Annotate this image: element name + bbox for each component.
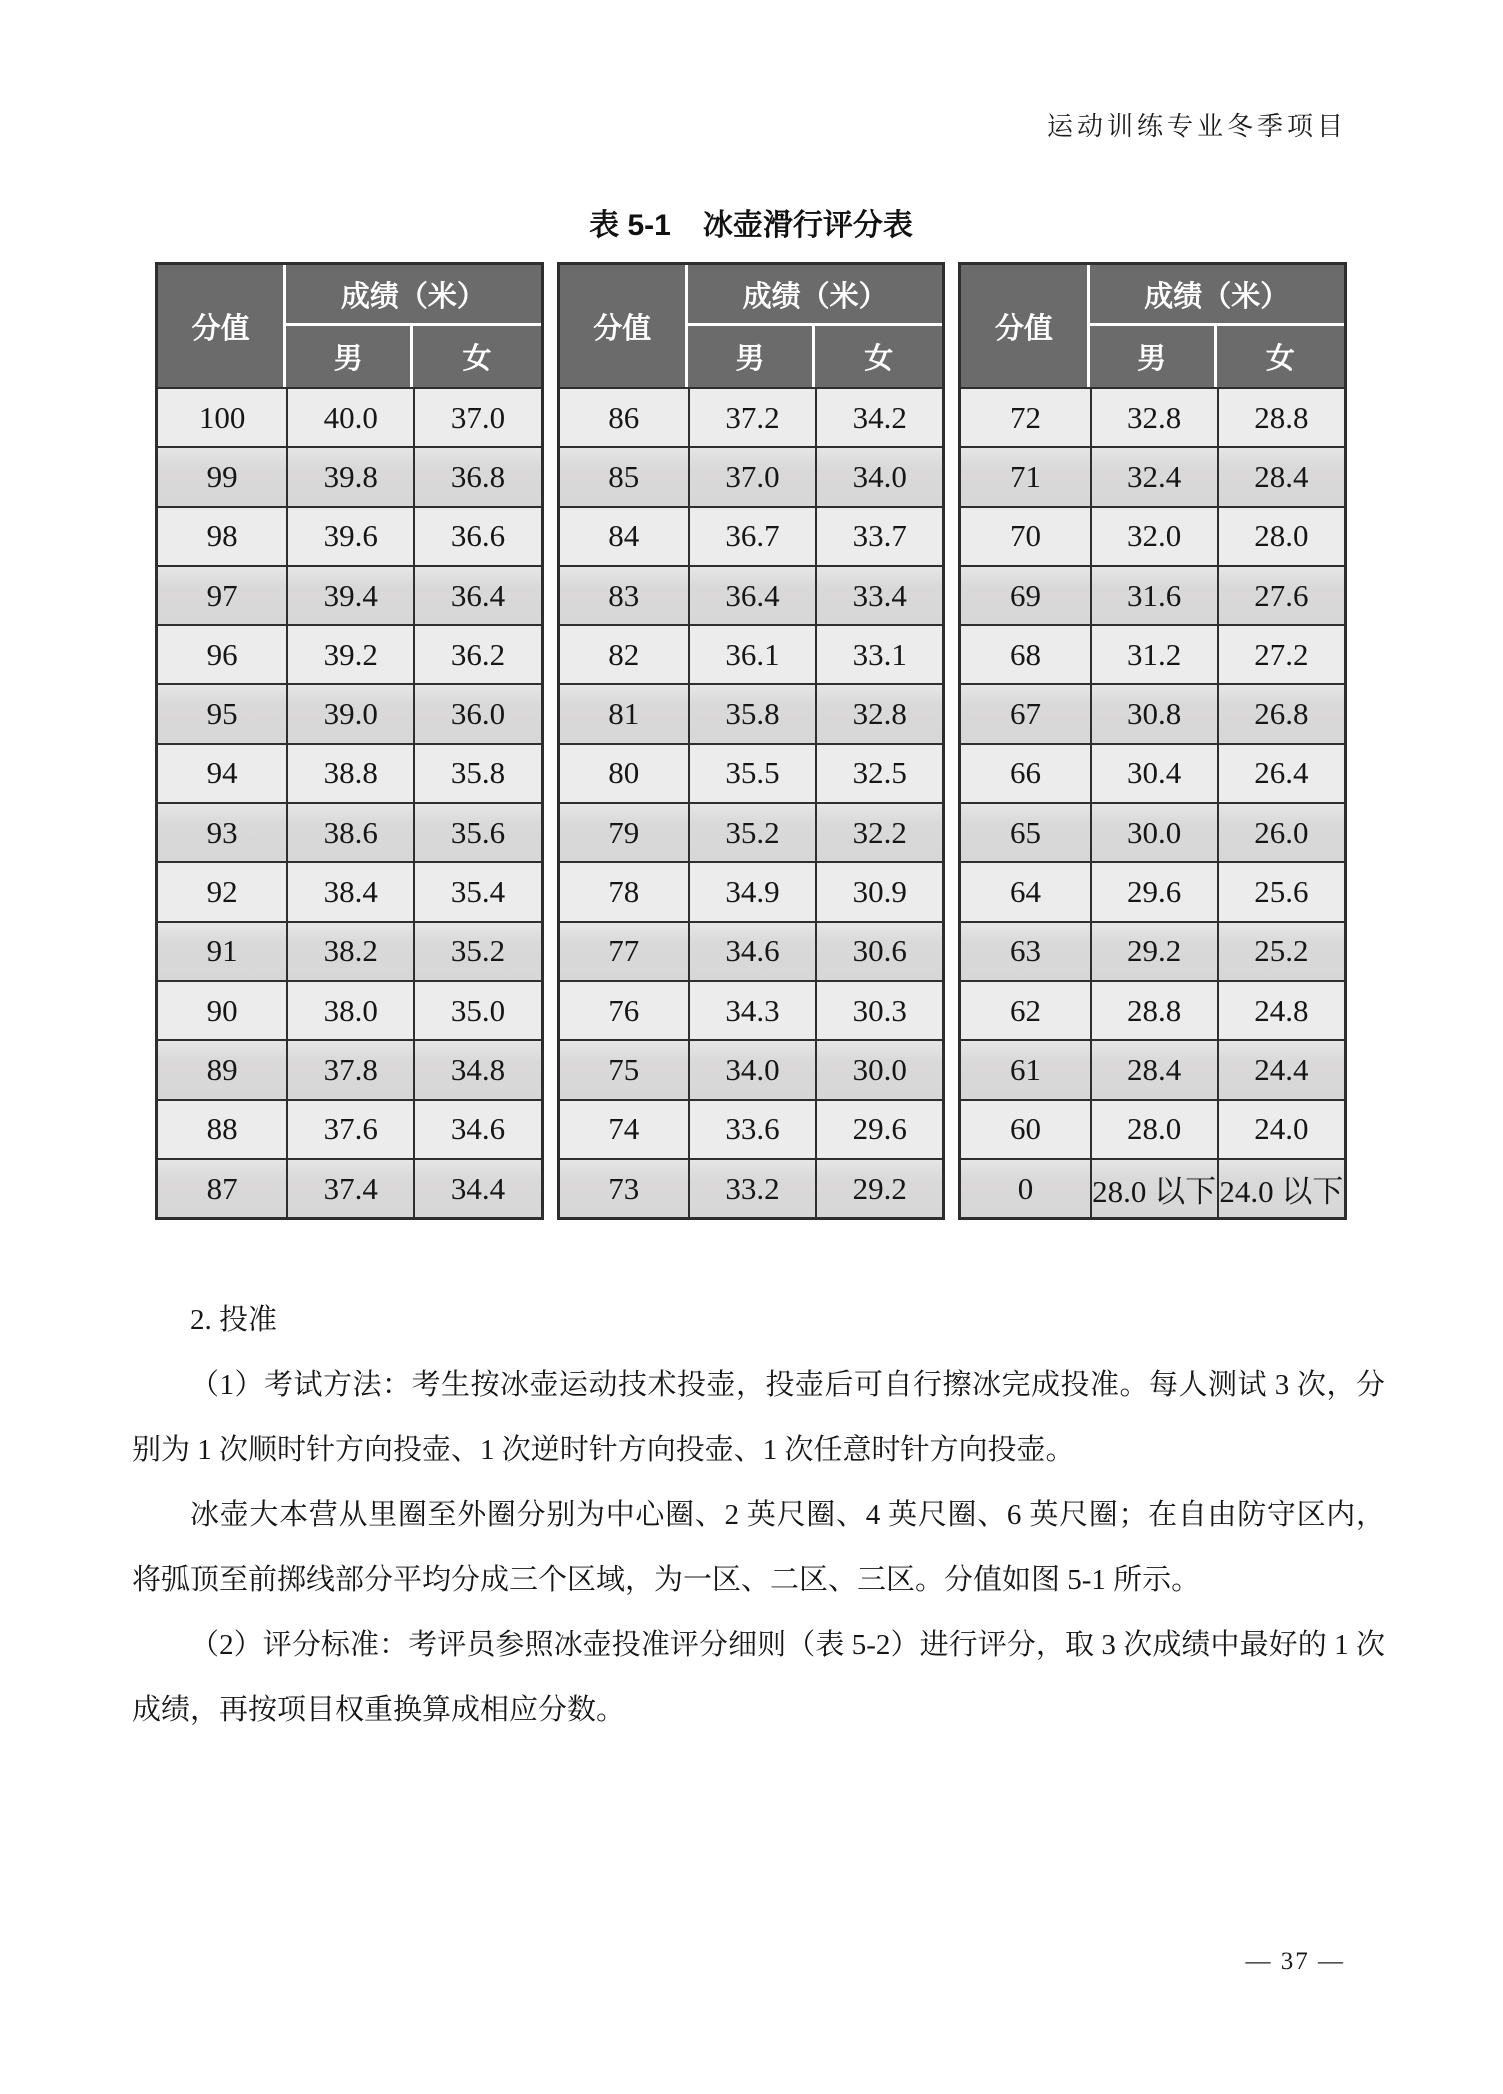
table-cell: 38.0: [286, 980, 413, 1039]
col-header-result: 成绩（米）: [688, 265, 942, 326]
body-paragraph: （1）考试方法：考生按冰壶运动技术投壶，投壶后可自行擦冰完成投准。每人测试 3 次，分别为 1 次顺时针方向投壶、1 次逆时针方向投壶、1 次任意时针方向投壶。: [132, 1369, 1385, 1466]
table-cell: 98: [158, 506, 286, 565]
table-cell: 35.5: [688, 743, 815, 802]
table-cell: 91: [158, 921, 286, 980]
table-row: [560, 1099, 943, 1158]
table-row: [961, 1099, 1344, 1158]
table-cell: 31.2: [1090, 624, 1217, 683]
table-cell: 76: [560, 980, 688, 1039]
table-cell: 33.2: [688, 1158, 815, 1217]
table-cell: 28.4: [1217, 446, 1344, 505]
col-header-score: 分值: [158, 265, 286, 387]
table-cell: 32.8: [1090, 387, 1217, 446]
table-row: [560, 802, 943, 861]
table-cell: 86: [560, 387, 688, 446]
table-body: [158, 387, 541, 1217]
table-cell: 24.0 以下: [1217, 1158, 1344, 1217]
table-cell: 29.6: [1090, 861, 1217, 920]
table-row: [961, 1039, 1344, 1098]
table-cell: 88: [158, 1099, 286, 1158]
table-cell: 70: [961, 506, 1089, 565]
table-cell: 82: [560, 624, 688, 683]
table-cell: 32.5: [815, 743, 942, 802]
table-cell: 39.4: [286, 565, 413, 624]
table-cell: 64: [961, 861, 1089, 920]
table-cell: 26.0: [1217, 802, 1344, 861]
body-text: [132, 1288, 1385, 1743]
table-cell: 38.8: [286, 743, 413, 802]
table-cell: 37.0: [688, 446, 815, 505]
table-cell: 28.0: [1217, 506, 1344, 565]
table-cell: 0: [961, 1158, 1089, 1217]
table-row: [560, 980, 943, 1039]
table-row: [158, 1158, 541, 1217]
table-row: [158, 1039, 541, 1098]
table-cell: 92: [158, 861, 286, 920]
table-cell: 30.8: [1090, 683, 1217, 742]
score-table-middle: [557, 262, 946, 1220]
table-header: [158, 265, 541, 387]
table-cell: 36.7: [688, 506, 815, 565]
table-cell: 30.3: [815, 980, 942, 1039]
table-cell: 29.2: [815, 1158, 942, 1217]
table-cell: 68: [961, 624, 1089, 683]
table-row: [961, 565, 1344, 624]
table-cell: 24.4: [1217, 1039, 1344, 1098]
table-row: [560, 921, 943, 980]
table-cell: 61: [961, 1039, 1089, 1098]
table-row: [158, 980, 541, 1039]
table-row: [158, 1099, 541, 1158]
table-cell: 39.2: [286, 624, 413, 683]
body-paragraph: （2）评分标准：考评员参照冰壶投准评分细则（表 5-2）进行评分，取 3 次成绩中最好的 1 次成绩，再按项目权重换算成相应分数。: [132, 1629, 1385, 1726]
table-cell: 34.0: [688, 1039, 815, 1098]
table-row: [961, 1158, 1344, 1217]
page-header-text: 运动训练专业冬季项目: [1046, 112, 1347, 141]
table-row: [961, 743, 1344, 802]
table-cell: 34.2: [815, 387, 942, 446]
table-row: [158, 802, 541, 861]
table-row: [961, 980, 1344, 1039]
table-cell: 36.1: [688, 624, 815, 683]
table-row: [961, 446, 1344, 505]
page-number: — 37 —: [1245, 1948, 1345, 1975]
table-cell: 34.6: [688, 921, 815, 980]
table-cell: 30.0: [1090, 802, 1217, 861]
table-cell: 93: [158, 802, 286, 861]
table-cell: 35.0: [413, 980, 540, 1039]
table-cell: 35.8: [413, 743, 540, 802]
table-cell: 28.8: [1217, 387, 1344, 446]
table-row: [560, 1039, 943, 1098]
table-cell: 100: [158, 387, 286, 446]
table-cell: 29.2: [1090, 921, 1217, 980]
table-row: [961, 921, 1344, 980]
table-cell: 96: [158, 624, 286, 683]
table-row: [158, 624, 541, 683]
table-cell: 35.2: [413, 921, 540, 980]
table-cell: 26.4: [1217, 743, 1344, 802]
table-cell: 38.2: [286, 921, 413, 980]
table-cell: 32.0: [1090, 506, 1217, 565]
col-header-male: 男: [1090, 326, 1217, 387]
table-cell: 95: [158, 683, 286, 742]
table-cell: 34.6: [413, 1099, 540, 1158]
table-cell: 27.2: [1217, 624, 1344, 683]
table-cell: 90: [158, 980, 286, 1039]
table-cell: 24.0: [1217, 1099, 1344, 1158]
score-table-left: [155, 262, 544, 1220]
table-cell: 36.4: [688, 565, 815, 624]
table-cell: 36.4: [413, 565, 540, 624]
col-header-result: 成绩（米）: [1090, 265, 1344, 326]
table-row: [560, 743, 943, 802]
table-body: [560, 387, 943, 1217]
table-row: [560, 565, 943, 624]
table-cell: 39.8: [286, 446, 413, 505]
table-cell: 30.0: [815, 1039, 942, 1098]
score-tables-container: [155, 262, 1347, 1220]
table-cell: 63: [961, 921, 1089, 980]
table-row: [158, 446, 541, 505]
table-cell: 35.4: [413, 861, 540, 920]
table-cell: 69: [961, 565, 1089, 624]
table-row: [961, 861, 1344, 920]
table-cell: 62: [961, 980, 1089, 1039]
table-cell: 39.0: [286, 683, 413, 742]
table-cell: 40.0: [286, 387, 413, 446]
table-cell: 81: [560, 683, 688, 742]
table-cell: 60: [961, 1099, 1089, 1158]
table-cell: 30.4: [1090, 743, 1217, 802]
table-cell: 38.6: [286, 802, 413, 861]
table-cell: 37.2: [688, 387, 815, 446]
table-cell: 37.8: [286, 1039, 413, 1098]
table-cell: 27.6: [1217, 565, 1344, 624]
table-row: [560, 624, 943, 683]
table-cell: 29.6: [815, 1099, 942, 1158]
table-cell: 34.3: [688, 980, 815, 1039]
table-cell: 78: [560, 861, 688, 920]
table-cell: 97: [158, 565, 286, 624]
table-cell: 33.1: [815, 624, 942, 683]
table-cell: 35.6: [413, 802, 540, 861]
table-cell: 71: [961, 446, 1089, 505]
table-cell: 37.4: [286, 1158, 413, 1217]
table-row: [560, 683, 943, 742]
table-header: [961, 265, 1344, 387]
col-header-female: 女: [815, 326, 942, 387]
table-row: [560, 387, 943, 446]
table-cell: 31.6: [1090, 565, 1217, 624]
table-cell: 38.4: [286, 861, 413, 920]
table-title-text: 冰壶滑行评分表: [702, 209, 913, 242]
score-table-right: [958, 262, 1347, 1220]
table-cell: 33.4: [815, 565, 942, 624]
table-cell: 73: [560, 1158, 688, 1217]
table-cell: 32.8: [815, 683, 942, 742]
table-cell: 85: [560, 446, 688, 505]
table-cell: 34.8: [413, 1039, 540, 1098]
table-row: [961, 624, 1344, 683]
table-cell: 67: [961, 683, 1089, 742]
table-row: [158, 743, 541, 802]
table-cell: 94: [158, 743, 286, 802]
col-header-female: 女: [1217, 326, 1344, 387]
table-cell: 79: [560, 802, 688, 861]
table-cell: 32.2: [815, 802, 942, 861]
table-row: [560, 446, 943, 505]
table-cell: 28.4: [1090, 1039, 1217, 1098]
table-row: [961, 387, 1344, 446]
table-cell: 99: [158, 446, 286, 505]
table-cell: 36.0: [413, 683, 540, 742]
table-cell: 32.4: [1090, 446, 1217, 505]
table-header: [560, 265, 943, 387]
col-header-male: 男: [688, 326, 815, 387]
table-cell: 83: [560, 565, 688, 624]
table-row: [560, 506, 943, 565]
col-header-result: 成绩（米）: [286, 265, 540, 326]
table-row: [158, 506, 541, 565]
table-cell: 35.2: [688, 802, 815, 861]
table-row: [961, 506, 1344, 565]
table-cell: 26.8: [1217, 683, 1344, 742]
table-row: [158, 921, 541, 980]
table-cell: 39.6: [286, 506, 413, 565]
table-cell: 36.6: [413, 506, 540, 565]
table-cell: 30.9: [815, 861, 942, 920]
table-cell: 87: [158, 1158, 286, 1217]
table-cell: 75: [560, 1039, 688, 1098]
table-row: [560, 1158, 943, 1217]
table-cell: 77: [560, 921, 688, 980]
table-cell: 33.6: [688, 1099, 815, 1158]
table-cell: 34.9: [688, 861, 815, 920]
table-cell: 28.0: [1090, 1099, 1217, 1158]
table-cell: 36.8: [413, 446, 540, 505]
table-row: [158, 861, 541, 920]
table-row: [158, 387, 541, 446]
table-cell: 72: [961, 387, 1089, 446]
table-title: [155, 200, 1347, 244]
table-cell: 37.0: [413, 387, 540, 446]
col-header-female: 女: [413, 326, 540, 387]
table-body: [961, 387, 1344, 1217]
body-paragraph: 2. 投准: [190, 1304, 278, 1336]
table-cell: 33.7: [815, 506, 942, 565]
table-cell: 25.2: [1217, 921, 1344, 980]
table-cell: 36.2: [413, 624, 540, 683]
table-cell: 30.6: [815, 921, 942, 980]
table-row: [961, 802, 1344, 861]
table-title-label: 表 5-1: [589, 209, 671, 242]
body-paragraph: 冰壶大本营从里圈至外圈分别为中心圈、2 英尺圈、4 英尺圈、6 英尺圈；在自由防守区内，将弧顶至前掷线部分平均分成三个区域，为一区、二区、三区。分值如图 5-1 所示。: [132, 1499, 1385, 1596]
table-cell: 34.4: [413, 1158, 540, 1217]
table-cell: 65: [961, 802, 1089, 861]
table-cell: 37.6: [286, 1099, 413, 1158]
table-cell: 84: [560, 506, 688, 565]
table-cell: 80: [560, 743, 688, 802]
table-row: [158, 683, 541, 742]
table-cell: 35.8: [688, 683, 815, 742]
table-row: [158, 565, 541, 624]
table-cell: 34.0: [815, 446, 942, 505]
table-row: [961, 683, 1344, 742]
col-header-male: 男: [286, 326, 413, 387]
table-cell: 74: [560, 1099, 688, 1158]
col-header-score: 分值: [961, 265, 1089, 387]
table-cell: 66: [961, 743, 1089, 802]
table-cell: 25.6: [1217, 861, 1344, 920]
table-cell: 28.0 以下: [1090, 1158, 1217, 1217]
table-cell: 89: [158, 1039, 286, 1098]
table-cell: 24.8: [1217, 980, 1344, 1039]
table-row: [560, 861, 943, 920]
table-cell: 28.8: [1090, 980, 1217, 1039]
col-header-score: 分值: [560, 265, 688, 387]
